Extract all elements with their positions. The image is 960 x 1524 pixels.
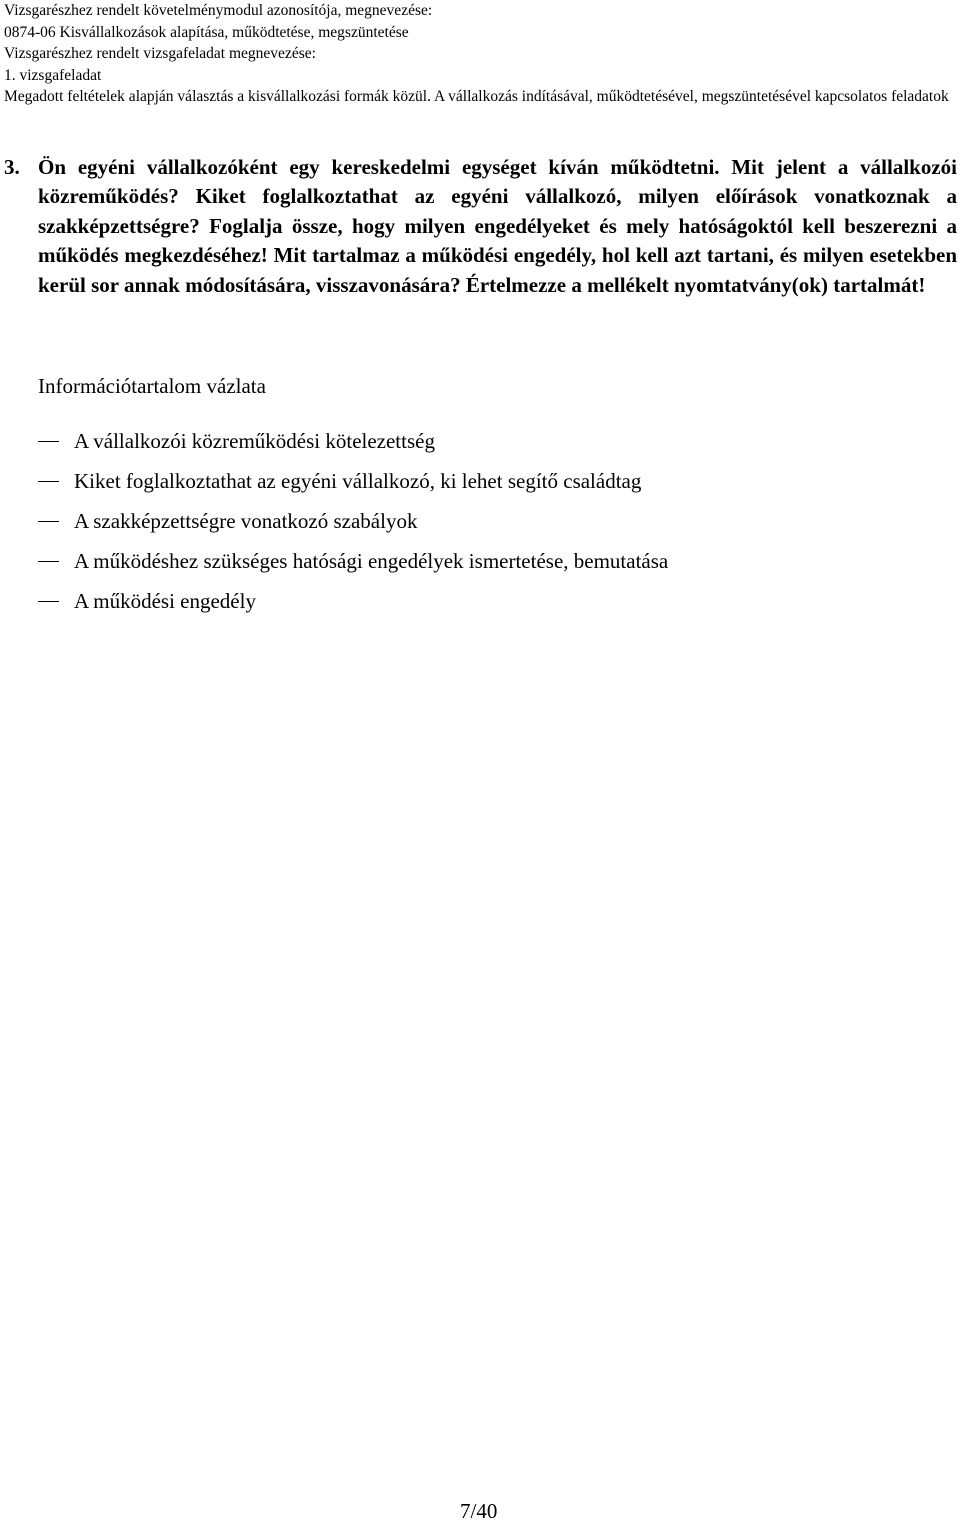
list-item-text: A szakképzettségre vonatkozó szabályok — [74, 509, 418, 533]
info-outline-title: Információtartalom vázlata — [38, 374, 266, 398]
list-item-text: A működési engedély — [74, 589, 256, 613]
question-text: Ön egyéni vállalkozóként egy kereskedelmi egységet kíván működtetni. Mit jelent a vállalkozói közreműködés? Kiket foglalkoztathat az egyéni vállalkozó, milyen előírások vonatkoznak a szakképzettségre? Foglalja össze, hogy milyen engedélyeket és mely hatóságoktól kell beszerezni a működés megkezdéséhez! Mit tartalmaz a működési engedély, hol kell azt tartani, és milyen esetekben kerül sor annak módosítására, visszavonására? Értelmezze a mellékelt nyomtatvány(ok) tartalmát! — [38, 155, 957, 297]
dash-bullet-icon — [38, 521, 59, 522]
dash-bullet-icon — [38, 601, 59, 602]
page-number: 7/40 — [460, 1499, 498, 1523]
list-item-text: A vállalkozói közreműködési kötelezettség — [74, 429, 435, 453]
list-item-text: Kiket foglalkoztathat az egyéni vállalkozó, ki lehet segítő családtag — [74, 469, 642, 493]
question-number: 3. — [4, 155, 20, 179]
dash-bullet-icon — [38, 441, 59, 442]
dash-bullet-icon — [38, 481, 59, 482]
module-id-label: Vizsgarészhez rendelt követelménymodul azonosítója, megnevezése: — [4, 2, 433, 19]
task-number: 1. vizsgafeladat — [4, 66, 102, 84]
dash-bullet-icon — [38, 561, 59, 562]
module-name: 0874-06 Kisvállalkozások alapítása, működtetése, megszüntetése — [4, 23, 409, 41]
exam-header — [4, 0, 954, 108]
list-item-text: A működéshez szükséges hatósági engedélyek ismertetése, bemutatása — [74, 549, 669, 573]
task-label: Vizsgarészhez rendelt vizsgafeladat megnevezése: — [4, 45, 316, 62]
task-description: Megadott feltételek alapján választás a kisvállalkozási formák közül. A vállalkozás indításával, működtetésével, megszüntetésével kapcsolatos feladatok — [4, 88, 949, 105]
